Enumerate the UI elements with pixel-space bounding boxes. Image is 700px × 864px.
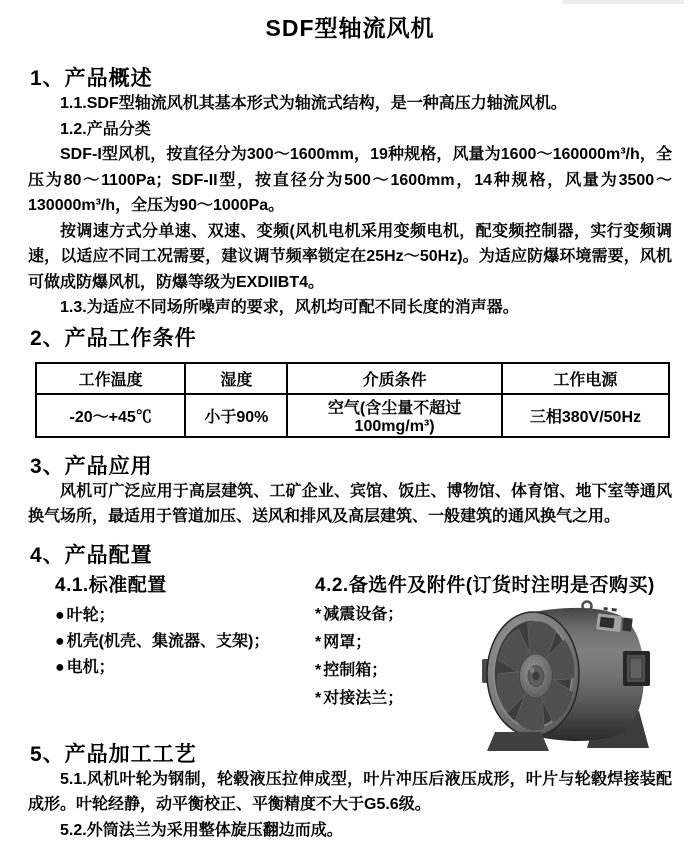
table-header-temperature: 工作温度 <box>36 363 185 394</box>
list-item-label: 电机； <box>66 658 115 676</box>
list-item-label: 机壳(机壳、集流器、支架)； <box>66 632 270 650</box>
paragraph-5-2: 5.2.外筒法兰为采用整体旋压翻边而成。 <box>60 821 343 839</box>
table-cell-medium: 空气(含尘量不超过100mg/m³) <box>287 394 502 437</box>
table-header-power: 工作电源 <box>502 363 669 394</box>
paragraph-1-3: 1.3.为适应不同场所噪声的要求，风机均可配不同长度的消声器。 <box>60 299 519 316</box>
section5-heading: 5、产品加工工艺 <box>30 742 197 766</box>
list-item-label: 对接法兰； <box>323 690 404 708</box>
working-conditions-table <box>35 362 670 438</box>
asterisk-bullet-icon: * <box>315 690 322 708</box>
table-cell-humidity: 小于90% <box>185 394 287 437</box>
standard-configuration-column <box>55 575 315 714</box>
asterisk-bullet-icon: * <box>315 633 322 651</box>
section4-heading: 4、产品配置 <box>30 543 153 567</box>
bullet-dot-icon: ● <box>55 658 65 676</box>
bullet-dot-icon: ● <box>55 632 65 650</box>
axial-fan-product-photo <box>481 599 653 754</box>
list-item-label: 叶轮； <box>66 606 115 624</box>
table-header-humidity: 湿度 <box>185 363 287 394</box>
asterisk-bullet-icon: * <box>315 605 322 623</box>
subheading-4-2: 4.2.备选件及附件(订货时注明是否购买) <box>315 574 655 596</box>
table-header-medium: 介质条件 <box>287 363 502 394</box>
bullet-dot-icon: ● <box>55 606 65 624</box>
subheading-4-1: 4.1.标准配置 <box>55 574 167 596</box>
table-row <box>36 394 669 437</box>
paragraph-1-2-speed-control: 按调速方式分单速、双速、变频(风机电机采用变频电机，配变频控制器，实行变频调速，以适应不同工况需要，建议调节频率锁定在25Hz～50Hz)。为适应防爆环境需要，风机可做成防爆风机，防爆等级为EXDIIBT4。 <box>28 222 672 291</box>
section1-heading: 1、产品概述 <box>30 67 153 90</box>
asterisk-bullet-icon: * <box>315 662 322 680</box>
paragraph-1-2-classification: SDF-I型风机，按直径分为300～1600mm，19种规格，风量为1600～160000m³/h，全压为80～1100Pa；SDF-II型，按直径分为500～1600mm，14种规格，风量为3500～130000m³/h，全压为90～1000Pa。 <box>28 146 672 214</box>
table-header-row <box>36 363 669 394</box>
page-title: SDF型轴流风机 <box>265 15 435 41</box>
junction-box <box>623 651 650 686</box>
paragraph-3-application: 风机可广泛应用于高层建筑、工矿企业、宾馆、饭庄、博物馆、体育馆、地下室等通风换气场所，最适用于管道加压、送风和排风及高层建筑、一般建筑的通风换气之用。 <box>28 482 672 525</box>
table-cell-power: 三相380V/50Hz <box>502 394 669 437</box>
list-item <box>55 655 315 681</box>
paragraph-1-1: 1.1.SDF型轴流风机其基本形式为轴流式结构，是一种高压力轴流风机。 <box>60 95 567 112</box>
table-cell-temperature: -20～+45℃ <box>36 394 185 437</box>
paragraph-5-1: 5.1.风机叶轮为钢制，轮毂液压拉伸成型，叶片冲压后液压成形，叶片与轮毂焊接装配成形。叶轮经静，动平衡校正、平衡精度不大于G5.6级。 <box>28 770 672 814</box>
list-item-label: 网罩； <box>323 633 372 651</box>
impeller-hub <box>520 654 553 698</box>
list-item <box>55 603 315 629</box>
list-item <box>55 629 315 655</box>
list-item-label: 控制箱； <box>323 662 388 680</box>
page-edge-artifact <box>562 0 684 4</box>
fan-front-foot <box>487 732 549 751</box>
section2-heading: 2、产品工作条件 <box>30 326 197 350</box>
list-item-label: 减震设备； <box>323 605 404 623</box>
section3-heading: 3、产品应用 <box>30 454 153 478</box>
paragraph-1-2-heading: 1.2.产品分类 <box>60 120 151 138</box>
standard-configuration-list <box>55 603 315 681</box>
